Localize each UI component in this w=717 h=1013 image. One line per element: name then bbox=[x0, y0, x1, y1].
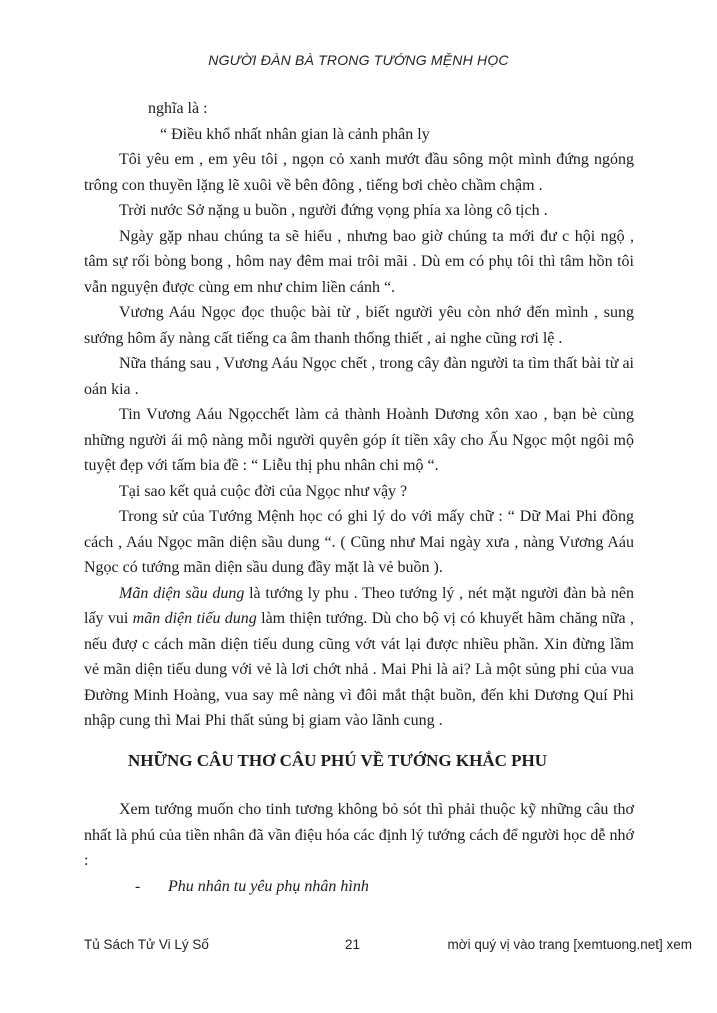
italic-text-run: Phu nhân tu yêu phụ nhân hình bbox=[168, 877, 369, 895]
paragraph bbox=[84, 147, 634, 198]
paragraph bbox=[84, 351, 634, 402]
paragraph bbox=[84, 300, 634, 351]
italic-text-run: Mãn diện sầu dung bbox=[119, 584, 245, 602]
paragraph bbox=[84, 122, 634, 148]
paragraph bbox=[84, 797, 634, 874]
text-run: NHỮNG CÂU THƠ CÂU PHÚ VỀ TƯỚNG KHẮC PHU bbox=[128, 750, 548, 770]
text-run: Tin Vương Aáu Ngọcchết làm cả thành Hoành Dương xôn xao , bạn bè cùng những người ái mộ nàng mỗi người quyên góp ít tiền xây cho Ấu Ngọc một ngôi mộ tuyệt đẹp với tấm bia đề : “ Liễu thị phu nhân chi mộ “. bbox=[84, 406, 634, 474]
text-run: Tại sao kết quả cuộc đời của Ngọc như vậy ? bbox=[119, 482, 408, 500]
footer-book-series: Tủ Sách Tử Vi Lý Số bbox=[84, 937, 209, 952]
text-run: là tướng ly phu . Theo tướng lý , nét mặt người đàn bà nên lấy vui bbox=[84, 584, 634, 627]
text-run: nghĩa là : bbox=[148, 100, 208, 117]
paragraph bbox=[84, 198, 634, 224]
text-run: làm thiện tướng. Dù cho bộ vị có khuyết hãm chăng nữa , nếu đượ c cách mãn diện tiếu dung cũng vớt vát lại được nhiều phần. Xin đừng lầm vẻ mãn diện tiếu dung với vẻ là lơi chớt nhả . Mai Phi là ai? Là một sủng phi của vua Đường Minh Hoàng, vua say mê nàng vì đôi mắt thật buồn, đến khi Dương Quí Phi nhập cung thì Mai Phi thất sủng bị giam vào lãnh cung . bbox=[84, 610, 634, 729]
text-run: Vương Aáu Ngọc đọc thuộc bài từ , biết người yêu còn nhớ đến mình , sung sướng hôm ấy nàng cất tiếng ca âm thanh thống thiết , ai nghe cũng rơi lệ . bbox=[84, 304, 634, 347]
page-title: NGƯỜI ĐÀN BÀ TRONG TƯỚNG MỆNH HỌC bbox=[208, 52, 509, 68]
paragraph bbox=[84, 224, 634, 301]
paragraph bbox=[84, 504, 634, 581]
footer-site-note: mời quý vị vào trang [xemtuong.net] xem bbox=[447, 937, 692, 952]
text-run: Nữa tháng sau , Vương Aáu Ngọc chết , trong cây đàn người ta tìm thất bài từ ai oán kia . bbox=[84, 355, 634, 398]
paragraph bbox=[84, 96, 634, 122]
list-marker: - bbox=[135, 877, 141, 895]
paragraph bbox=[84, 402, 634, 479]
text-run: Xem tướng muốn cho tinh tương không bỏ sót thì phải thuộc kỹ những câu thơ nhất là phú của tiền nhân đã vần điệu hóa các định lý tướng cách để người học dễ nhớ : bbox=[84, 801, 634, 869]
paragraph bbox=[84, 581, 634, 734]
text-run: Tôi yêu em , em yêu tôi , ngọn cỏ xanh mướt đầu sông một mình đứng ngóng trông con thuyền lặng lẽ xuôi về bên đông , tiếng bơi chèo chầm chậm . bbox=[84, 151, 634, 194]
italic-text-run: mãn diện tiếu dung bbox=[132, 610, 257, 627]
body-blocks bbox=[84, 96, 634, 899]
footer-page-number: 21 bbox=[345, 937, 361, 952]
text-run: Ngày gặp nhau chúng ta sẽ hiểu , nhưng bao giờ chúng ta mới đư c hội ngộ , tâm sự rối bòng bong , hôm nay đêm mai trôi mãi . Dù em có phụ tôi thì tâm hồn tôi vẫn nguyện được cùng em như chim liền cánh “. bbox=[84, 227, 634, 296]
text-run: Trời nước Sở nặng u buồn , người đứng vọng phía xa lòng cô tịch . bbox=[119, 202, 548, 219]
paragraph bbox=[84, 479, 634, 505]
text-run: “ Điều khổ nhất nhân gian là cảnh phân ly bbox=[160, 125, 430, 143]
section-heading bbox=[84, 748, 634, 774]
verse-line bbox=[84, 874, 634, 900]
text-run: Trong sử của Tướng Mệnh học có ghi lý do với mấy chữ : “ Dữ Mai Phi đồng cách , Aáu Ngọc mãn diện sầu dung “. ( Cũng như Mai ngày xưa , nàng Vương Aáu Ngọc có tướng mãn diện sầu dung đầy mặt là vẻ buồn ). bbox=[84, 508, 634, 576]
